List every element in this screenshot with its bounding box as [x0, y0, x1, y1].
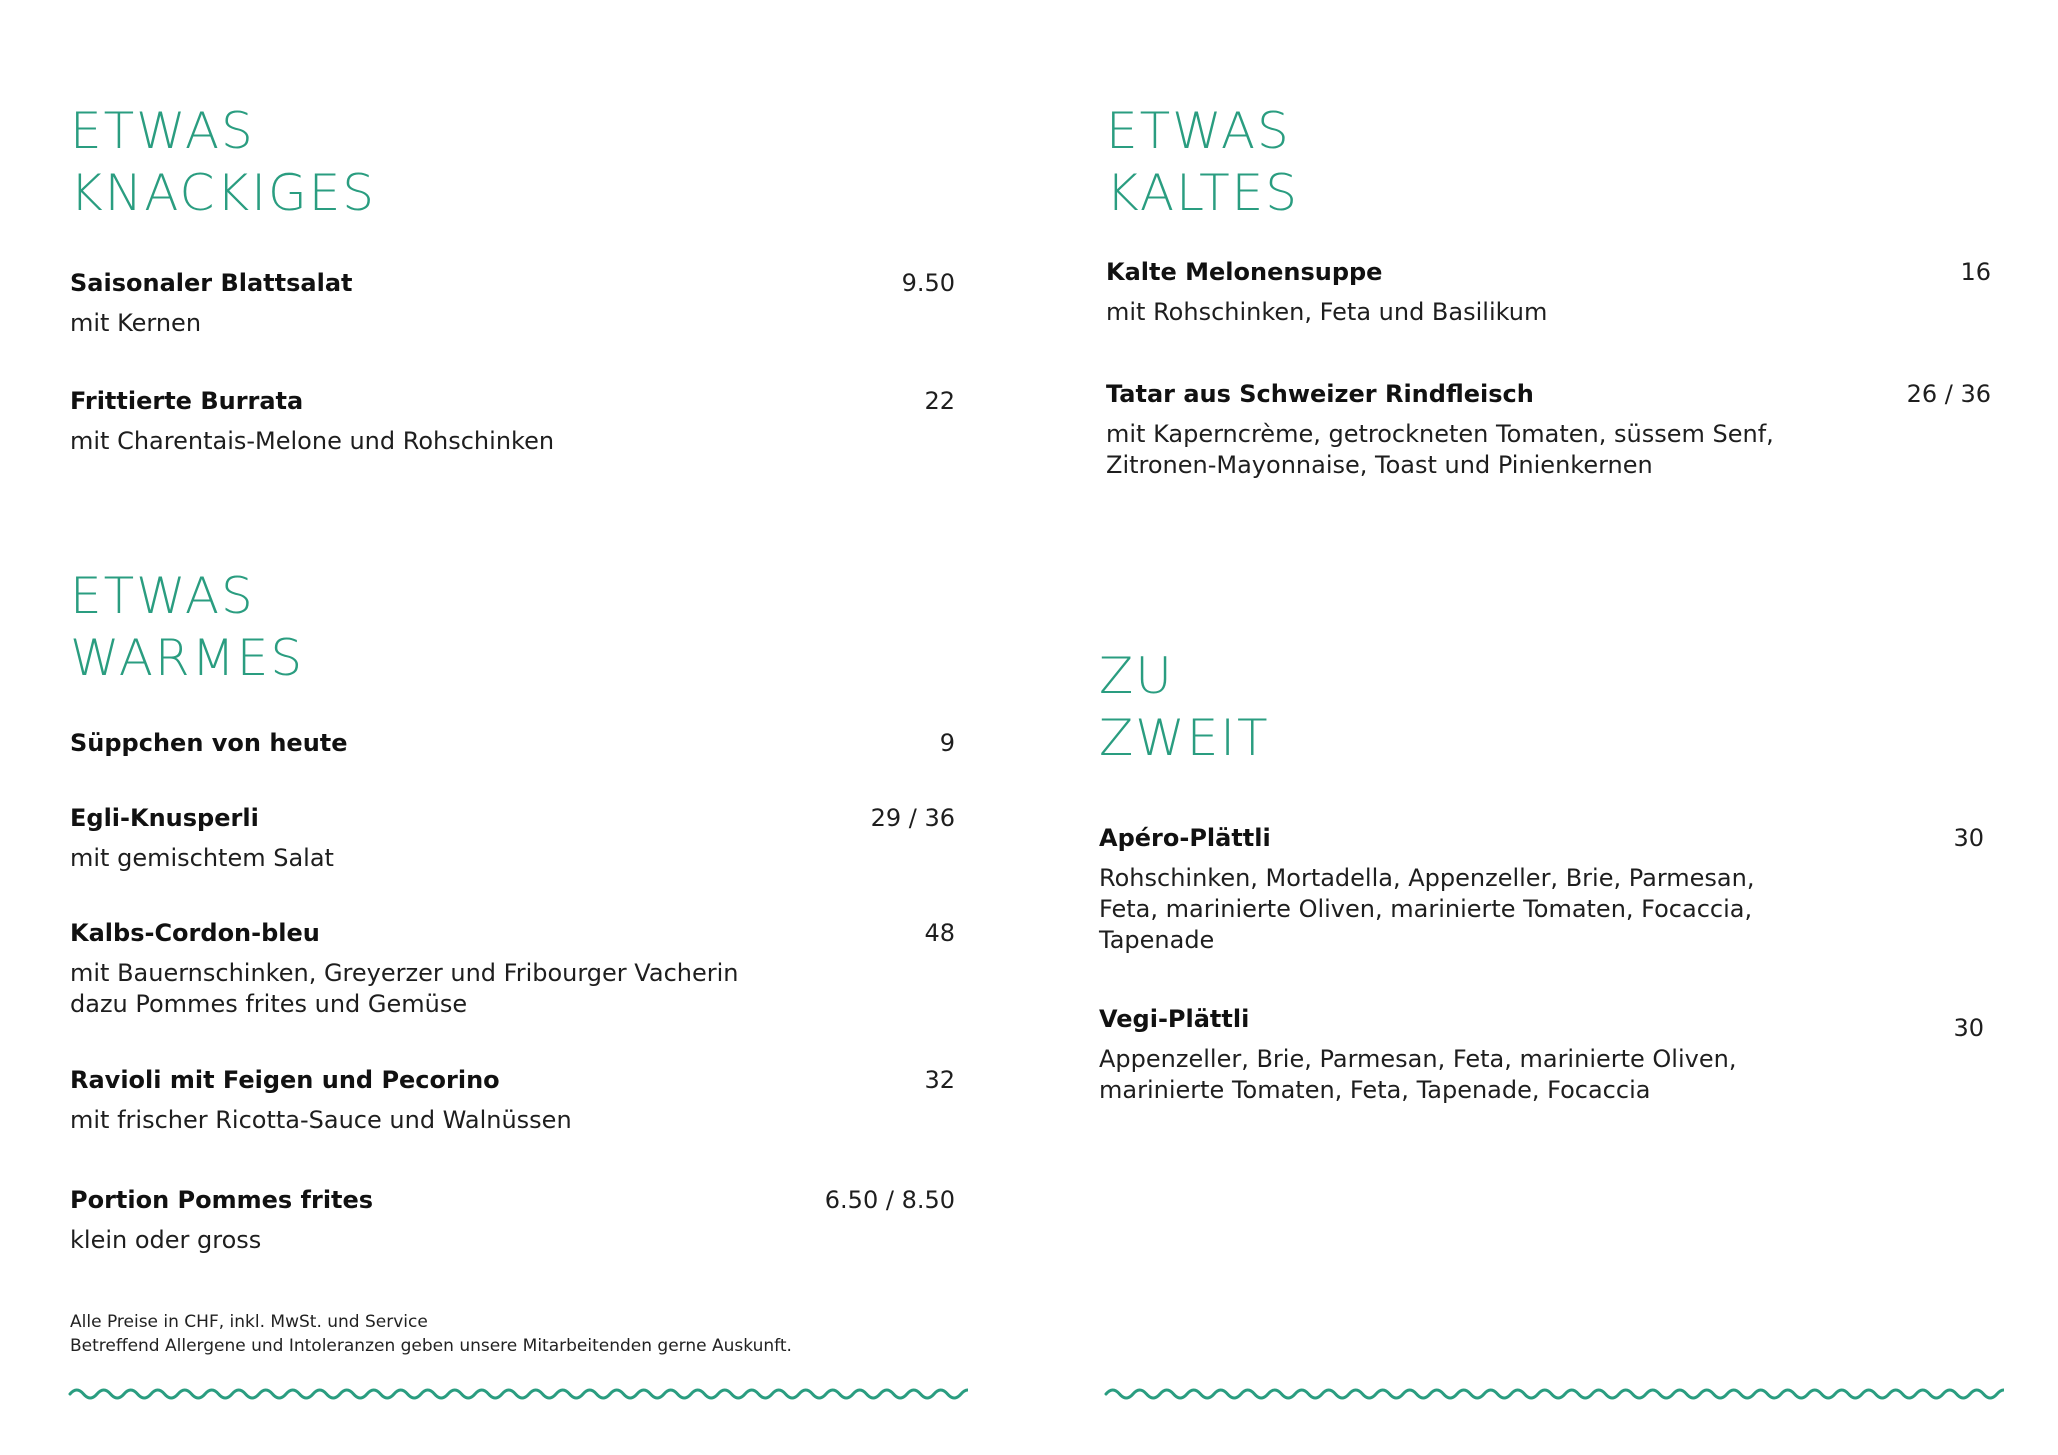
section-heading — [1106, 100, 1991, 224]
item-price: 6.50 / 8.50 — [824, 1186, 955, 1214]
item-price: 9.50 — [901, 269, 955, 297]
item-description: mit Bauernschinken, Greyerzer und Fribourger Vacherin dazu Pommes frites und Gemüse — [70, 959, 739, 1018]
section-heading — [1099, 645, 1984, 769]
section-heading — [70, 565, 955, 689]
menu-item-egli-knusperli — [70, 802, 334, 874]
item-description: mit frischer Ricotta-Sauce und Walnüssen — [70, 1106, 572, 1134]
wavy-divider-left — [68, 1382, 968, 1406]
item-name: Ravioli mit Feigen und Pecorino — [70, 1066, 500, 1094]
heading-line: ZU — [1099, 647, 1174, 705]
item-name: Tatar aus Schweizer Rindfleisch — [1106, 380, 1534, 408]
section-heading — [70, 100, 955, 224]
menu-item-vegi-plaettli — [1099, 1003, 1736, 1106]
section-zu-zweit — [1099, 645, 1984, 1125]
wave-path — [70, 1390, 968, 1398]
heading-line: ETWAS — [70, 102, 255, 160]
menu-item-frittierte-burrata — [70, 385, 554, 457]
item-price: 26 / 36 — [1906, 380, 1991, 408]
item-name: Frittierte Burrata — [70, 387, 304, 415]
item-price: 22 — [924, 387, 955, 415]
item-description: klein oder gross — [70, 1226, 262, 1254]
menu-item-pommes-frites — [70, 1184, 373, 1256]
item-name: Portion Pommes frites — [70, 1186, 374, 1214]
item-description: mit gemischtem Salat — [70, 844, 334, 872]
item-price: 32 — [924, 1066, 955, 1094]
item-name: Vegi-Plättli — [1099, 1005, 1250, 1033]
section-etwas-knackiges — [70, 100, 955, 480]
heading-line: KALTES — [1106, 164, 1299, 222]
item-description: Rohschinken, Mortadella, Appenzeller, Brie, Parmesan, Feta, marinierte Oliven, marinierte Tomaten, Focaccia, Tapenade — [1099, 864, 1755, 954]
item-name: Kalte Melonensuppe — [1106, 258, 1383, 286]
heading-line: ZWEIT — [1099, 709, 1270, 767]
item-price: 9 — [939, 729, 955, 757]
section-etwas-warmes — [70, 565, 955, 1265]
wavy-divider-right — [1104, 1382, 2004, 1406]
menu-item-saisonaler-blattsalat — [70, 267, 353, 339]
item-description: mit Charentais-Melone und Rohschinken — [70, 427, 555, 455]
heading-line: KNACKIGES — [70, 164, 377, 222]
item-price: 30 — [1953, 1014, 1984, 1042]
item-name: Kalbs-Cordon-bleu — [70, 919, 320, 947]
section-etwas-kaltes — [1106, 100, 1991, 500]
item-description: Appenzeller, Brie, Parmesan, Feta, marinierte Oliven, marinierte Tomaten, Feta, Tapenade, Focaccia — [1099, 1045, 1737, 1104]
item-name: Saisonaler Blattsalat — [70, 269, 353, 297]
menu-item-ravioli — [70, 1064, 572, 1136]
item-name: Apéro-Plättli — [1099, 824, 1271, 852]
wave-path — [1106, 1390, 2004, 1398]
item-price: 48 — [924, 919, 955, 947]
menu-item-kalte-melonensuppe — [1106, 256, 1547, 328]
item-price: 29 / 36 — [870, 804, 955, 832]
price-footnote: Alle Preise in CHF, inkl. MwSt. und Service Betreffend Allergene und Intoleranzen geben unsere Mitarbeitenden gerne Auskunft. — [70, 1312, 792, 1356]
menu-item-suppchen — [70, 727, 348, 759]
menu-item-kalbs-cordon-bleu — [70, 917, 738, 1020]
item-price: 30 — [1953, 824, 1984, 852]
menu-item-tatar — [1106, 378, 1774, 481]
item-description: mit Kernen — [70, 309, 202, 337]
heading-line: ETWAS — [1106, 102, 1291, 160]
heading-line: ETWAS — [70, 567, 255, 625]
item-name: Egli-Knusperli — [70, 804, 259, 832]
item-price: 16 — [1960, 258, 1991, 286]
item-description: mit Rohschinken, Feta und Basilikum — [1106, 298, 1548, 326]
menu-item-apero-plaettli — [1099, 822, 1754, 956]
heading-line: WARMES — [70, 629, 305, 687]
item-description: mit Kaperncrème, getrockneten Tomaten, süssem Senf, Zitronen-Mayonnaise, Toast und Pinienkernen — [1106, 420, 1774, 479]
item-name: Süppchen von heute — [70, 729, 348, 757]
